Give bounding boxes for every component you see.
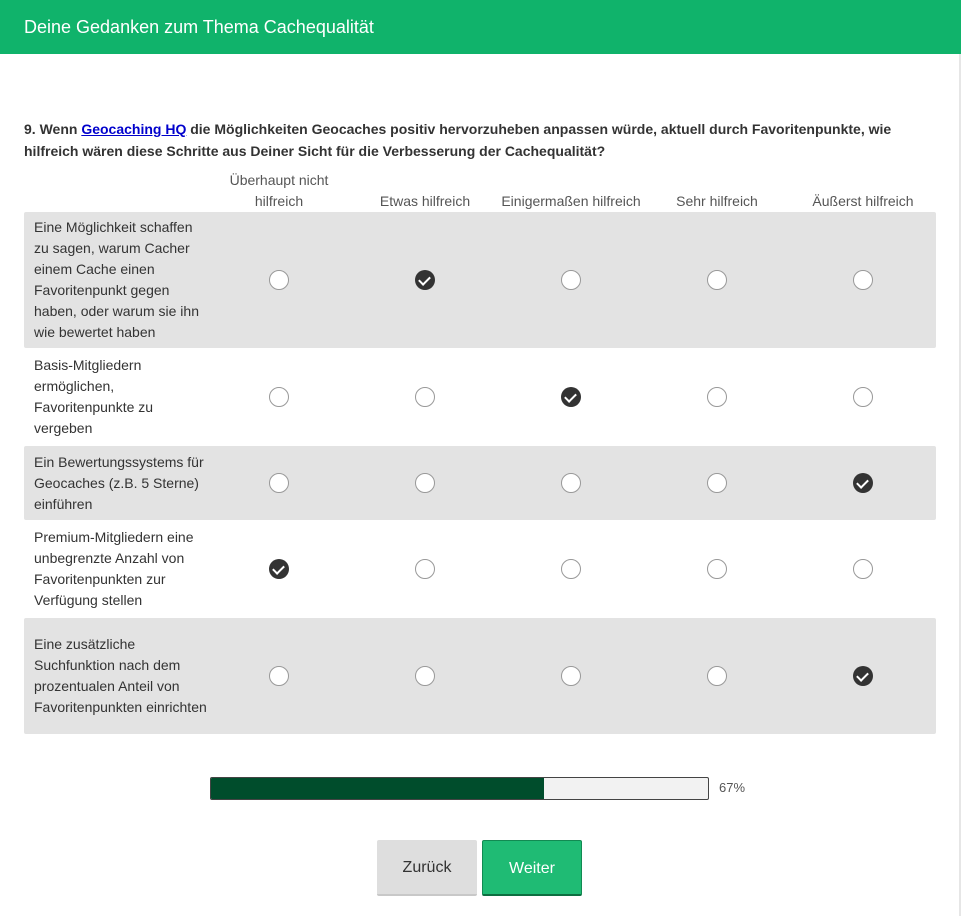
radio-option-selected[interactable] bbox=[853, 473, 873, 493]
radio-option-selected[interactable] bbox=[269, 559, 289, 579]
checkmark-icon bbox=[856, 476, 869, 489]
radio-option[interactable] bbox=[415, 387, 435, 407]
radio-option[interactable] bbox=[707, 559, 727, 579]
radio-option[interactable] bbox=[415, 666, 435, 686]
question-text bbox=[24, 118, 936, 162]
progress-bar-fill bbox=[211, 778, 544, 799]
radio-option[interactable] bbox=[269, 387, 289, 407]
survey-header bbox=[0, 0, 961, 54]
radio-option-selected[interactable] bbox=[415, 270, 435, 290]
radio-option[interactable] bbox=[269, 666, 289, 686]
back-button[interactable]: Zurück bbox=[377, 840, 477, 896]
radio-option[interactable] bbox=[561, 270, 581, 290]
checkmark-icon bbox=[418, 273, 431, 286]
radio-option[interactable] bbox=[561, 666, 581, 686]
checkmark-icon bbox=[856, 669, 869, 682]
radio-option[interactable] bbox=[269, 270, 289, 290]
progress-percent: 67% bbox=[719, 780, 746, 795]
matrix-header bbox=[24, 168, 936, 212]
matrix-rows bbox=[24, 212, 936, 734]
matrix-row bbox=[24, 350, 936, 444]
matrix-row bbox=[24, 212, 936, 348]
checkmark-icon bbox=[272, 562, 285, 575]
row-label: Ein Bewertungssystems für Geocaches (z.B. 5 Sterne) einführen bbox=[34, 454, 204, 512]
radio-option[interactable] bbox=[853, 387, 873, 407]
rating-matrix bbox=[24, 168, 936, 736]
radio-option[interactable] bbox=[707, 473, 727, 493]
question-suffix: die Möglichkeiten Geocaches positiv hervorzuheben anpassen würde, aktuell durch Favoritenpunkte, wie hilfreich wären diese Schritte aus Deiner Sicht für die Verbesserung der Cachequalität? bbox=[24, 121, 892, 159]
geocaching-hq-link[interactable]: Geocaching HQ bbox=[81, 121, 187, 137]
radio-option[interactable] bbox=[707, 666, 727, 686]
survey-title: Deine Gedanken zum Thema Cachequalität bbox=[24, 17, 374, 37]
column-header: Einigermaßen hilfreich bbox=[501, 193, 641, 209]
radio-option[interactable] bbox=[561, 559, 581, 579]
matrix-row bbox=[24, 618, 936, 734]
column-header: Etwas hilfreich bbox=[379, 193, 471, 209]
progress-bar bbox=[210, 777, 709, 800]
row-label: Eine zusätzliche Suchfunktion nach dem prozentualen Anteil von Favoritenpunkten einrichten bbox=[34, 636, 207, 715]
radio-option[interactable] bbox=[853, 559, 873, 579]
row-label: Basis-Mitgliedern ermöglichen, Favoritenpunkte zu vergeben bbox=[34, 357, 154, 436]
radio-option[interactable] bbox=[415, 559, 435, 579]
radio-option[interactable] bbox=[853, 270, 873, 290]
column-header: Überhaupt nicht hilfreich bbox=[229, 172, 329, 209]
radio-option-selected[interactable] bbox=[561, 387, 581, 407]
radio-option[interactable] bbox=[415, 473, 435, 493]
radio-option[interactable] bbox=[707, 270, 727, 290]
next-button[interactable]: Weiter bbox=[482, 840, 582, 896]
question-prefix: 9. Wenn bbox=[24, 121, 82, 137]
row-label: Eine Möglichkeit schaffen zu sagen, warum Cacher einem Cache einen Favoritenpunkt gegen haben, oder warum sie ihn wie bewertet haben bbox=[34, 219, 199, 340]
checkmark-icon bbox=[564, 390, 577, 403]
row-label: Premium-Mitgliedern eine unbegrenzte Anzahl von Favoritenpunkten zur Verfügung stellen bbox=[34, 529, 194, 608]
radio-option[interactable] bbox=[561, 473, 581, 493]
matrix-row bbox=[24, 446, 936, 520]
radio-option[interactable] bbox=[707, 387, 727, 407]
matrix-row bbox=[24, 522, 936, 616]
radio-option[interactable] bbox=[269, 473, 289, 493]
column-header: Äußerst hilfreich bbox=[812, 193, 914, 209]
column-header: Sehr hilfreich bbox=[676, 193, 758, 209]
radio-option-selected[interactable] bbox=[853, 666, 873, 686]
